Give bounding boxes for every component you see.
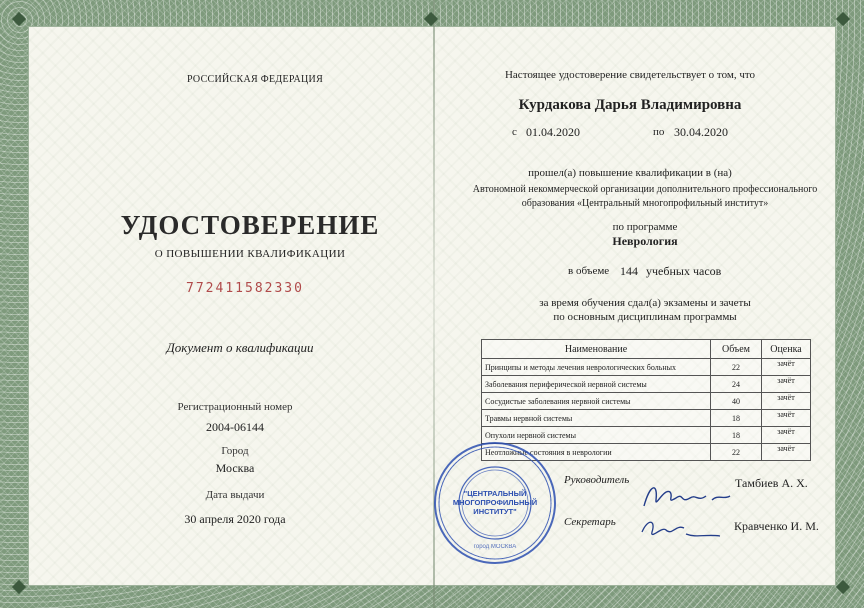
- period-from-prefix: с: [512, 126, 517, 138]
- serial-number: 772411582330: [186, 281, 304, 296]
- issue-date-label: Дата выдачи: [205, 489, 265, 501]
- period-to-prefix: по: [653, 126, 665, 138]
- discipline-name: Сосудистые заболевания нервной системы: [482, 393, 711, 410]
- discipline-name: Травмы нервной системы: [482, 410, 711, 427]
- document-type: Документ о квалификации: [166, 340, 314, 355]
- table-row: [482, 410, 811, 427]
- secretary-signature-icon: [636, 512, 726, 544]
- registration-number: 2004-06144: [206, 420, 264, 434]
- country-label: РОССИЙСКАЯ ФЕДЕРАЦИЯ: [186, 74, 324, 85]
- head-name: Тамбиев А. Х.: [735, 476, 808, 490]
- discipline-grade: зачёт: [762, 444, 811, 461]
- column-header-volume: Объем: [711, 340, 762, 359]
- table-row: [482, 376, 811, 393]
- discipline-grade: зачёт: [762, 410, 811, 427]
- discipline-volume: 22: [711, 444, 762, 461]
- secretary-name: Кравченко И. М.: [734, 519, 819, 533]
- exams-line: за время обучения сдал(а) экзамены и зачеты: [539, 297, 751, 309]
- discipline-volume: 24: [711, 376, 762, 393]
- period-to-date: 30.04.2020: [674, 125, 728, 139]
- city-value: Москва: [215, 461, 255, 475]
- organization-name: [470, 183, 820, 211]
- volume-prefix: в объеме: [568, 265, 610, 277]
- exams-line: по основным дисциплинам программы: [553, 311, 737, 323]
- passed-text: прошел(а) повышение квалификации в (на): [528, 167, 732, 179]
- volume-unit: учебных часов: [646, 264, 722, 278]
- issue-date: 30 апреля 2020 года: [184, 512, 286, 526]
- discipline-name: Опухоли нервной системы: [482, 427, 711, 444]
- stamp-text-line3: ИНСТИТУТ": [473, 507, 517, 516]
- secretary-role-label: Секретарь: [564, 516, 616, 528]
- organization-line: Автономной некоммерческой организации дополнительного профессионального: [472, 184, 818, 195]
- table-header-row: [482, 340, 811, 359]
- head-signature-icon: [636, 478, 736, 514]
- column-header-grade: Оценка: [762, 340, 811, 359]
- program-name: Неврология: [612, 234, 678, 248]
- period-from-date: 01.04.2020: [526, 125, 580, 139]
- document-title: УДОСТОВЕРЕНИЕ: [120, 210, 380, 240]
- program-label: по программе: [612, 221, 678, 233]
- table-row: [482, 393, 811, 410]
- stamp-text-line1: "ЦЕНТРАЛЬНЫЙ: [463, 489, 527, 498]
- discipline-volume: 18: [711, 427, 762, 444]
- registration-label: Регистрационный номер: [177, 401, 293, 413]
- discipline-name: Неотложные состояния в неврологии: [482, 444, 711, 461]
- volume-hours: 144: [620, 264, 638, 278]
- discipline-grade: зачёт: [762, 359, 811, 376]
- discipline-name: Заболевания периферической нервной системы: [482, 376, 711, 393]
- holder-full-name: Курдакова Дарья Владимировна: [518, 97, 742, 113]
- discipline-grade: зачёт: [762, 427, 811, 444]
- discipline-volume: 18: [711, 410, 762, 427]
- discipline-volume: 40: [711, 393, 762, 410]
- organization-line: образования «Центральный многопрофильный институт»: [521, 198, 769, 209]
- table-row: [482, 359, 811, 376]
- certifies-text: Настоящее удостоверение свидетельствует о том, что: [504, 69, 756, 81]
- discipline-grade: зачёт: [762, 376, 811, 393]
- discipline-volume: 22: [711, 359, 762, 376]
- stamp-text-line2: МНОГОПРОФИЛЬНЫЙ: [452, 498, 538, 507]
- document-subtitle: О ПОВЫШЕНИИ КВАЛИФИКАЦИИ: [154, 248, 346, 260]
- column-header-name: Наименование: [482, 340, 711, 359]
- organization-stamp: [432, 440, 558, 566]
- city-label: Город: [221, 445, 249, 457]
- stamp-seal-icon: [432, 440, 558, 566]
- discipline-name: Принципы и методы лечения неврологических больных: [482, 359, 711, 376]
- discipline-grade: зачёт: [762, 393, 811, 410]
- exams-text: [470, 296, 820, 324]
- stamp-bottom-text: город МОСКВА: [473, 544, 517, 550]
- head-role-label: Руководитель: [564, 474, 630, 486]
